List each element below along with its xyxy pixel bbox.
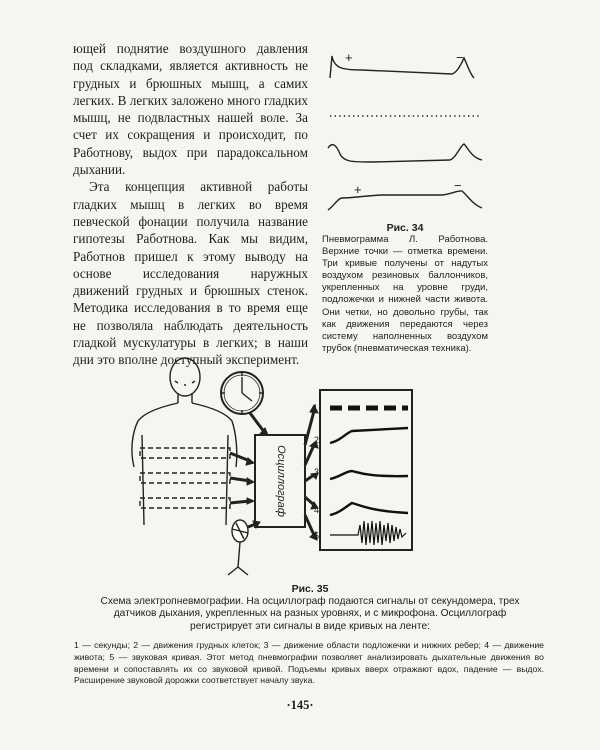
electropneumography-diagram: [120, 355, 430, 580]
page-number: ·145·: [286, 698, 314, 712]
bottom-minus-sign: −: [454, 178, 462, 193]
trace-chest: [330, 428, 408, 443]
oscillograph-traces: [330, 408, 408, 545]
epigastric-sensor-belt: [140, 473, 230, 483]
main-text: [73, 40, 308, 369]
stopwatch-drawing: [221, 372, 263, 414]
trace-epigastric: [330, 471, 408, 479]
paragraph-1: ющей поднятие воздушного давления под складками, является активность не грудных и брюшных мышц, а самих легких. В легких заложено много гладких мышц, не подвластных нашей воле. За счет их сокращения и происходит, по Работнову, выдох при парадоксальном дыхании.: [73, 41, 308, 178]
figure-34-caption: Пневмограмма Л. Работнова. Верхние точки — отметка времени. Три кривые получены от надутых воздухом резиновых баллончиков, укрепленных на уровне груди, подложечки и нижней части живота. Они четки, но довольно грубы, так как движения передаются через систему наполненных воздухом трубок (пневматическая техника).: [322, 234, 488, 354]
microphone-drawing: [228, 520, 248, 575]
top-plus-sign: +: [345, 50, 353, 65]
channel-label-2: 2: [314, 435, 320, 445]
figure-35-caption: Схема электропневмографии. На осциллограф подаются сигналы от секундомера, трех датчиков дыхания, укрепленных на разных уровнях, и с микрофона. Осциллограф регистрирует эти сигналы в виде кривых на ленте:: [100, 596, 520, 632]
pneumogram-curve-2: [328, 144, 482, 162]
figure-34-title: Рис. 34: [386, 222, 424, 234]
abdominal-sensor-belt: [140, 498, 230, 508]
oscillograph-label: Осциллограф: [275, 445, 287, 517]
oscillograph-tape: [320, 390, 412, 550]
figure-35-note: 1 — секунды; 2 — движения грудных клеток; 3 — движение области подложечки и нижних ребер; 4 — движение живота; 5 — звуковая кривая. Этот метод пневмографии позволяет анализировать дыхательные движения во времени и сопоставлять их со звуковой кривой. Подъемы кривых вверх отражают вдох, падение — выдох. Расширение звуковой дорожки соответствует началу звука.: [74, 640, 544, 686]
bottom-plus-sign: +: [354, 182, 362, 197]
top-minus-sign: −: [456, 50, 464, 65]
figure-35-title: Рис. 35: [291, 583, 329, 595]
trace-abdomen: [330, 503, 408, 515]
channel-label-1: 1: [313, 403, 319, 413]
channel-label-5: 5: [314, 531, 320, 541]
trace-sound: [330, 521, 406, 545]
paragraph-2: Эта концепция активной работы гладких мышц в легких во время певческой фонации получила название гипотезы Работнова. Как мы видим, Работнов пришел к этому выводу на основе исследования наружных движений грудных и брюшных стенок. Методика исследования в то время еще не позволяла наблюдать деятельность гладкой мускулатуры в легких; в наши дни это вполне доступный эксперимент.: [73, 179, 308, 368]
channel-label-4: 4: [314, 505, 320, 515]
human-torso-drawing: [132, 358, 237, 525]
pneumogram-curve-3: [328, 191, 482, 210]
channel-label-3: 3: [314, 467, 320, 477]
chest-sensor-belt: [140, 448, 230, 458]
pneumogram-figure: [322, 48, 492, 218]
